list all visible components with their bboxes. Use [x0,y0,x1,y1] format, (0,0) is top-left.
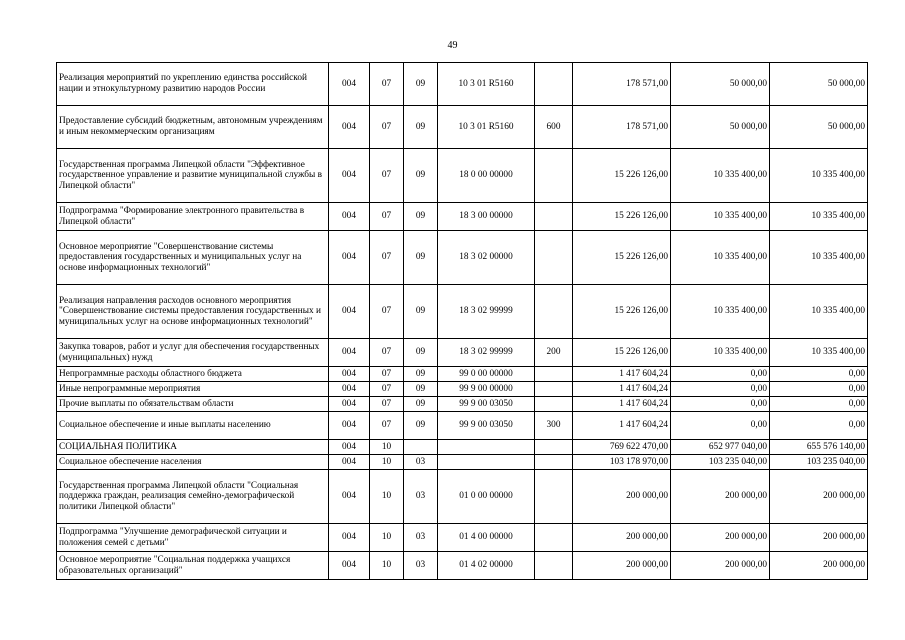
row-section: 10 [370,455,404,470]
table-body [57,63,868,580]
row-name: Подпрограмма "Формирование электронного правительства в Липецкой области" [57,203,329,231]
row-expense-type [535,203,573,231]
row-amount-year1: 15 226 126,00 [573,149,671,203]
row-amount-year2: 10 335 400,00 [671,149,770,203]
row-name: СОЦИАЛЬНАЯ ПОЛИТИКА [57,440,329,455]
table-row [57,285,868,339]
row-amount-year2: 200 000,00 [671,470,770,524]
row-section: 07 [370,63,404,106]
row-target-article: 18 3 02 99999 [438,285,535,339]
row-target-article: 99 9 00 03050 [438,397,535,412]
row-expense-type [535,455,573,470]
row-expense-type: 300 [535,412,573,440]
row-target-article: 01 4 02 00000 [438,552,535,580]
row-admin-code: 004 [329,339,370,367]
row-subsection: 09 [404,339,438,367]
row-admin-code: 004 [329,412,370,440]
row-subsection: 03 [404,470,438,524]
row-name: Основное мероприятие "Совершенствование системы предоставления государственных и муниципальных услуг на основе информационных технологий" [57,231,329,285]
row-section: 07 [370,106,404,149]
row-amount-year3: 655 576 140,00 [770,440,868,455]
row-amount-year3: 10 335 400,00 [770,231,868,285]
row-target-article: 99 9 00 03050 [438,412,535,440]
row-name: Социальное обеспечение и иные выплаты населению [57,412,329,440]
row-amount-year3: 10 335 400,00 [770,149,868,203]
row-expense-type [535,397,573,412]
row-amount-year3: 200 000,00 [770,470,868,524]
row-expense-type [535,285,573,339]
row-subsection: 09 [404,367,438,382]
row-amount-year2: 200 000,00 [671,552,770,580]
row-amount-year3: 10 335 400,00 [770,203,868,231]
row-amount-year1: 15 226 126,00 [573,203,671,231]
table-row [57,397,868,412]
row-name: Социальное обеспечение населения [57,455,329,470]
row-target-article: 99 9 00 00000 [438,382,535,397]
row-expense-type [535,367,573,382]
row-amount-year2: 0,00 [671,382,770,397]
table-row [57,339,868,367]
row-target-article [438,455,535,470]
table-row [57,440,868,455]
row-admin-code: 004 [329,63,370,106]
row-amount-year3: 200 000,00 [770,552,868,580]
row-amount-year2: 200 000,00 [671,524,770,552]
row-subsection: 09 [404,149,438,203]
row-subsection [404,440,438,455]
row-amount-year1: 15 226 126,00 [573,231,671,285]
row-name: Государственная программа Липецкой области "Эффективное государственное управление и развитие муниципальной службы в Липецкой области" [57,149,329,203]
row-subsection: 09 [404,397,438,412]
row-subsection: 09 [404,285,438,339]
row-amount-year2: 10 335 400,00 [671,203,770,231]
row-amount-year1: 1 417 604,24 [573,412,671,440]
row-name: Закупка товаров, работ и услуг для обеспечения государственных (муниципальных) нужд [57,339,329,367]
row-expense-type [535,524,573,552]
row-admin-code: 004 [329,203,370,231]
row-amount-year2: 0,00 [671,412,770,440]
row-subsection: 03 [404,524,438,552]
row-target-article [438,440,535,455]
row-amount-year3: 50 000,00 [770,63,868,106]
row-admin-code: 004 [329,470,370,524]
table-row [57,552,868,580]
row-amount-year2: 10 335 400,00 [671,285,770,339]
table-row [57,106,868,149]
row-admin-code: 004 [329,285,370,339]
row-subsection: 09 [404,106,438,149]
page-number: 49 [447,40,458,51]
row-expense-type [535,149,573,203]
table-row [57,367,868,382]
row-subsection: 09 [404,382,438,397]
row-target-article: 99 0 00 00000 [438,367,535,382]
row-section: 07 [370,203,404,231]
row-section: 07 [370,367,404,382]
row-name: Реализация направления расходов основного мероприятия "Совершенствование системы предоставления государственных и муниципальных услуг на основе информационных технологий" [57,285,329,339]
row-amount-year2: 10 335 400,00 [671,339,770,367]
row-target-article: 18 3 00 00000 [438,203,535,231]
row-expense-type [535,63,573,106]
row-target-article: 18 3 02 00000 [438,231,535,285]
row-subsection: 03 [404,552,438,580]
row-amount-year2: 103 235 040,00 [671,455,770,470]
row-amount-year1: 15 226 126,00 [573,339,671,367]
row-target-article: 10 3 01 R5160 [438,63,535,106]
row-amount-year1: 769 622 470,00 [573,440,671,455]
row-amount-year3: 10 335 400,00 [770,285,868,339]
row-subsection: 09 [404,231,438,285]
row-amount-year3: 0,00 [770,412,868,440]
row-admin-code: 004 [329,106,370,149]
table-row [57,63,868,106]
table-row [57,149,868,203]
row-expense-type [535,231,573,285]
row-amount-year3: 200 000,00 [770,524,868,552]
row-admin-code: 004 [329,382,370,397]
row-section: 07 [370,285,404,339]
row-expense-type: 600 [535,106,573,149]
row-expense-type [535,552,573,580]
row-amount-year1: 200 000,00 [573,470,671,524]
row-admin-code: 004 [329,552,370,580]
row-admin-code: 004 [329,440,370,455]
row-target-article: 18 3 02 99999 [438,339,535,367]
table-row [57,231,868,285]
row-target-article: 18 0 00 00000 [438,149,535,203]
row-target-article: 01 4 00 00000 [438,524,535,552]
table-row [57,455,868,470]
row-amount-year3: 0,00 [770,367,868,382]
row-amount-year2: 50 000,00 [671,63,770,106]
row-amount-year2: 10 335 400,00 [671,231,770,285]
row-expense-type [535,382,573,397]
row-amount-year1: 1 417 604,24 [573,382,671,397]
row-amount-year2: 0,00 [671,367,770,382]
row-name: Подпрограмма "Улучшение демографической ситуации и положения семей с детьми" [57,524,329,552]
row-amount-year3: 103 235 040,00 [770,455,868,470]
row-amount-year2: 652 977 040,00 [671,440,770,455]
row-amount-year3: 0,00 [770,397,868,412]
table-row [57,412,868,440]
row-subsection: 09 [404,412,438,440]
row-admin-code: 004 [329,455,370,470]
row-section: 07 [370,397,404,412]
row-name: Предоставление субсидий бюджетным, автономным учреждениям и иным некоммерческим организациям [57,106,329,149]
row-subsection: 03 [404,455,438,470]
row-admin-code: 004 [329,367,370,382]
table-row [57,203,868,231]
row-amount-year1: 200 000,00 [573,552,671,580]
row-admin-code: 004 [329,149,370,203]
table-row [57,470,868,524]
row-expense-type: 200 [535,339,573,367]
row-section: 07 [370,382,404,397]
row-name: Государственная программа Липецкой области "Социальная поддержка граждан, реализация семейно-демографической политики Липецкой области" [57,470,329,524]
row-amount-year1: 1 417 604,24 [573,397,671,412]
row-section: 07 [370,149,404,203]
row-name: Иные непрограммные мероприятия [57,382,329,397]
row-expense-type [535,470,573,524]
row-amount-year1: 178 571,00 [573,63,671,106]
row-section: 07 [370,231,404,285]
row-name: Основное мероприятие "Социальная поддержка учащихся образовательных организаций" [57,552,329,580]
row-amount-year2: 50 000,00 [671,106,770,149]
table-row [57,524,868,552]
row-amount-year1: 1 417 604,24 [573,367,671,382]
table-row [57,382,868,397]
row-target-article: 10 3 01 R5160 [438,106,535,149]
row-section: 10 [370,440,404,455]
row-amount-year2: 0,00 [671,397,770,412]
row-amount-year1: 178 571,00 [573,106,671,149]
row-target-article: 01 0 00 00000 [438,470,535,524]
row-expense-type [535,440,573,455]
row-section: 10 [370,552,404,580]
row-amount-year3: 50 000,00 [770,106,868,149]
row-amount-year1: 200 000,00 [573,524,671,552]
budget-table [56,62,868,580]
row-name: Реализация мероприятий по укреплению единства российской нации и этнокультурному развитию народов России [57,63,329,106]
row-subsection: 09 [404,203,438,231]
row-amount-year3: 10 335 400,00 [770,339,868,367]
row-amount-year3: 0,00 [770,382,868,397]
row-admin-code: 004 [329,231,370,285]
row-name: Прочие выплаты по обязательствам области [57,397,329,412]
row-amount-year1: 103 178 970,00 [573,455,671,470]
row-name: Непрограммные расходы областного бюджета [57,367,329,382]
row-section: 10 [370,470,404,524]
row-amount-year1: 15 226 126,00 [573,285,671,339]
row-section: 07 [370,339,404,367]
row-subsection: 09 [404,63,438,106]
row-section: 10 [370,524,404,552]
row-section: 07 [370,412,404,440]
row-admin-code: 004 [329,524,370,552]
row-admin-code: 004 [329,397,370,412]
